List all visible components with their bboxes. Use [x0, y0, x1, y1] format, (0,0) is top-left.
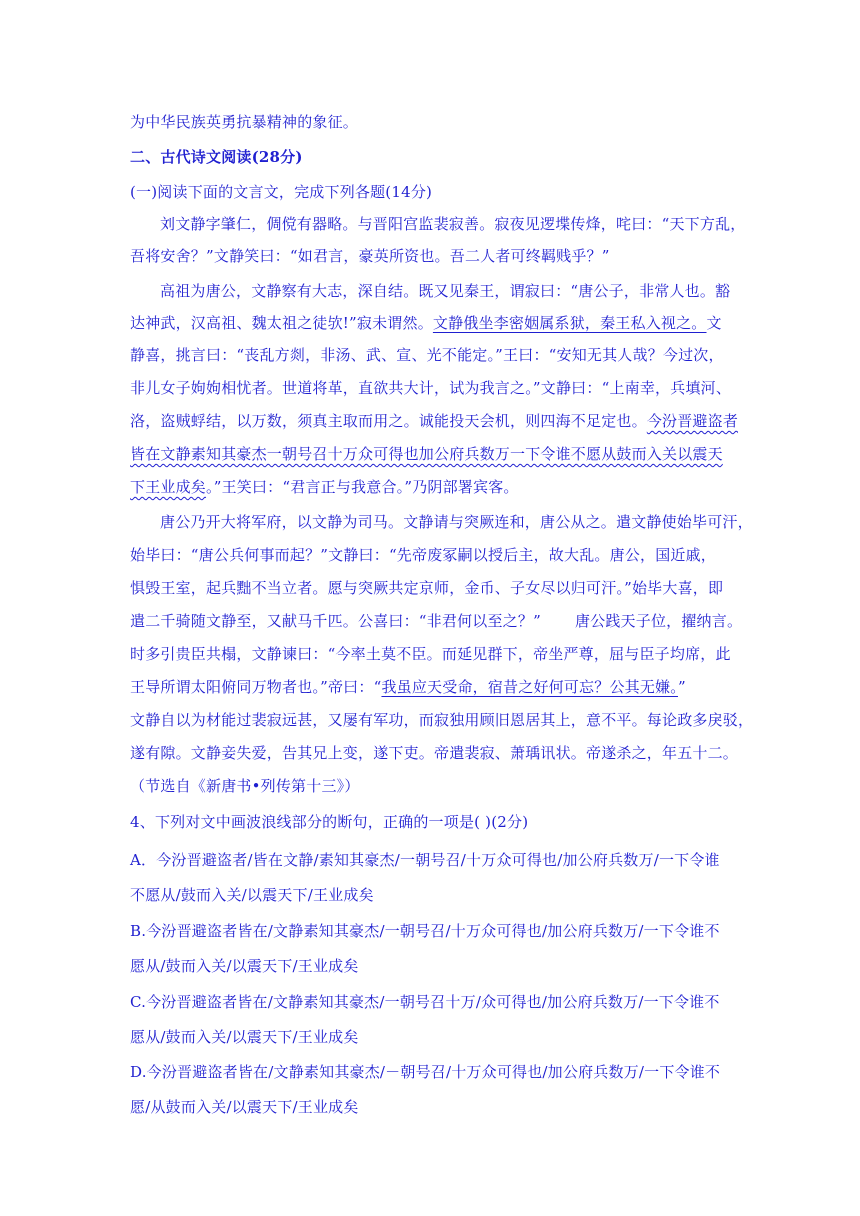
option-a-line: 不愿从/鼓而入关/以震天下/王业成矣 — [130, 886, 374, 904]
option-a-line: A．今汾晋避盗者/皆在文静/素知其豪杰/一朝号召/十万众可得也/加公府兵数万/一下令谁 — [130, 851, 720, 869]
passage-line: 高祖为唐公，文静察有大志，深自结。既又见秦王，谓寂曰：“唐公子，非常人也。豁 — [160, 282, 731, 300]
passage-text: 文 — [706, 314, 722, 332]
passage-text: 。”王笑曰：“君言正与我意合。”乃阴部署宾客。 — [206, 478, 519, 496]
passage-line: 惧毁王室，起兵黜不当立者。愿与突厥共定京师，金币、子女尽以归可汗。”始毕大喜，即 — [130, 579, 724, 597]
wavy-underlined-passage: 皆在文静素知其豪杰一朝号召十万众可得也加公府兵数万一下令谁不愿从鼓而入关以震天 — [130, 445, 723, 463]
passage-line: 遂有隙。文静妾失爱，告其兄上变，遂下吏。帝遣裴寂、萧瑀讯状。帝遂杀之，年五十二。 — [130, 744, 739, 762]
passage-line — [130, 611, 742, 631]
passage-text: 洛，盗贼蜉结，以万数，须真主取而用之。诚能投天会机，则四海不足定也。 — [130, 412, 647, 430]
passage-text: ” — [677, 678, 686, 696]
option-b-line: B.今汾晋避盗者皆在/文静素知其豪杰/一朝号召/十万众可得也/加公府兵数万/一下令谁不 — [130, 922, 720, 940]
underlined-sentence: 我虽应天受命，宿昔之好何可忘？公其无嫌。 — [381, 678, 678, 696]
section-heading: 二、古代诗文阅读(28分) — [130, 148, 303, 166]
option-d-line: D.今汾晋避盗者皆在/文静素知其豪杰/－朝号召/十万众可得也/加公府兵数万/一下令谁不 — [130, 1063, 721, 1081]
option-c-line: 愿从/鼓而入关/以震天下/王业成矣 — [130, 1028, 359, 1046]
subsection-heading: (一)阅读下面的文言文，完成下列各题(14分) — [130, 183, 433, 201]
source-citation: （节选自《新唐书•列传第十三》） — [130, 777, 360, 795]
question-stem: 4、下列对文中画波浪线部分的断句，正确的一项是( )(2分) — [130, 813, 529, 831]
passage-text: 唐公践天子位，擢纳言。 — [574, 612, 743, 630]
passage-line — [130, 411, 738, 431]
passage-line — [130, 444, 723, 464]
passage-line: 静喜，挑言曰：“丧乱方剡，非汤、武、宣、光不能定。”王曰：“安知无其人哉？今过次， — [130, 346, 724, 364]
text-line: 为中华民族英勇抗暴精神的象征。 — [130, 113, 359, 131]
passage-line: 非儿女子姁姁相忧者。世道将革，直欲共大计，试为我言之。”文静曰：“上南幸，兵填河、 — [130, 379, 732, 397]
passage-text: 王导所谓太阳俯同万物者也。”帝曰：“ — [130, 678, 382, 696]
option-b-line: 愿从/鼓而入关/以震天下/王业成矣 — [130, 957, 359, 975]
wavy-underlined-passage: 下王业成矣 — [130, 478, 207, 496]
passage-line — [130, 677, 686, 697]
passage-line: 刘文静字肇仁，倜傥有器略。与晋阳宫监裴寂善。寂夜见逻堞传烽，咤曰：“天下方乱， — [160, 215, 746, 233]
passage-text: 达神武，汉高祖、魏太祖之徒欤!”寂未谓然。 — [130, 314, 433, 332]
passage-line: 文静自以为材能过裴寂远甚，又屡有军功，而寂独用顾旧恩居其上，意不平。每论政多戾驳， — [130, 711, 754, 729]
option-d-line: 愿/从鼓而入关/以震天下/王业成矣 — [130, 1098, 359, 1116]
passage-line — [130, 477, 519, 497]
passage-line: 时多引贵臣共榻，文静谏曰：“今率土莫不臣。而延见群下，帝坐严尊，屈与臣子均席，此 — [130, 645, 731, 663]
passage-line: 唐公乃开大将军府，以文静为司马。文静请与突厥连和，唐公从之。遣文静使始毕可汗， — [160, 513, 753, 531]
passage-line: 吾将安舍？”文静笑曰：“如君言，豪英所资也。吾二人者可终羁贱乎？” — [130, 247, 610, 265]
passage-line: 始毕曰：“唐公兵何事而起？”文静曰：“先帝废冢嗣以授后主，故大乱。唐公，国近戚， — [130, 546, 717, 564]
wavy-underlined-passage: 今汾晋避盗者 — [646, 412, 739, 430]
passage-line — [130, 313, 722, 333]
option-c-line: C.今汾晋避盗者皆在/文静素知其豪杰/一朝号召十万/众可得也/加公府兵数万/一下令谁不 — [130, 993, 720, 1011]
underlined-sentence: 文静俄坐李密姻属系狱，秦王私入视之。 — [432, 314, 707, 332]
passage-text: 遣二千骑随文静至，又献马千匹。公喜曰：“非君何以至之？” — [130, 612, 541, 630]
